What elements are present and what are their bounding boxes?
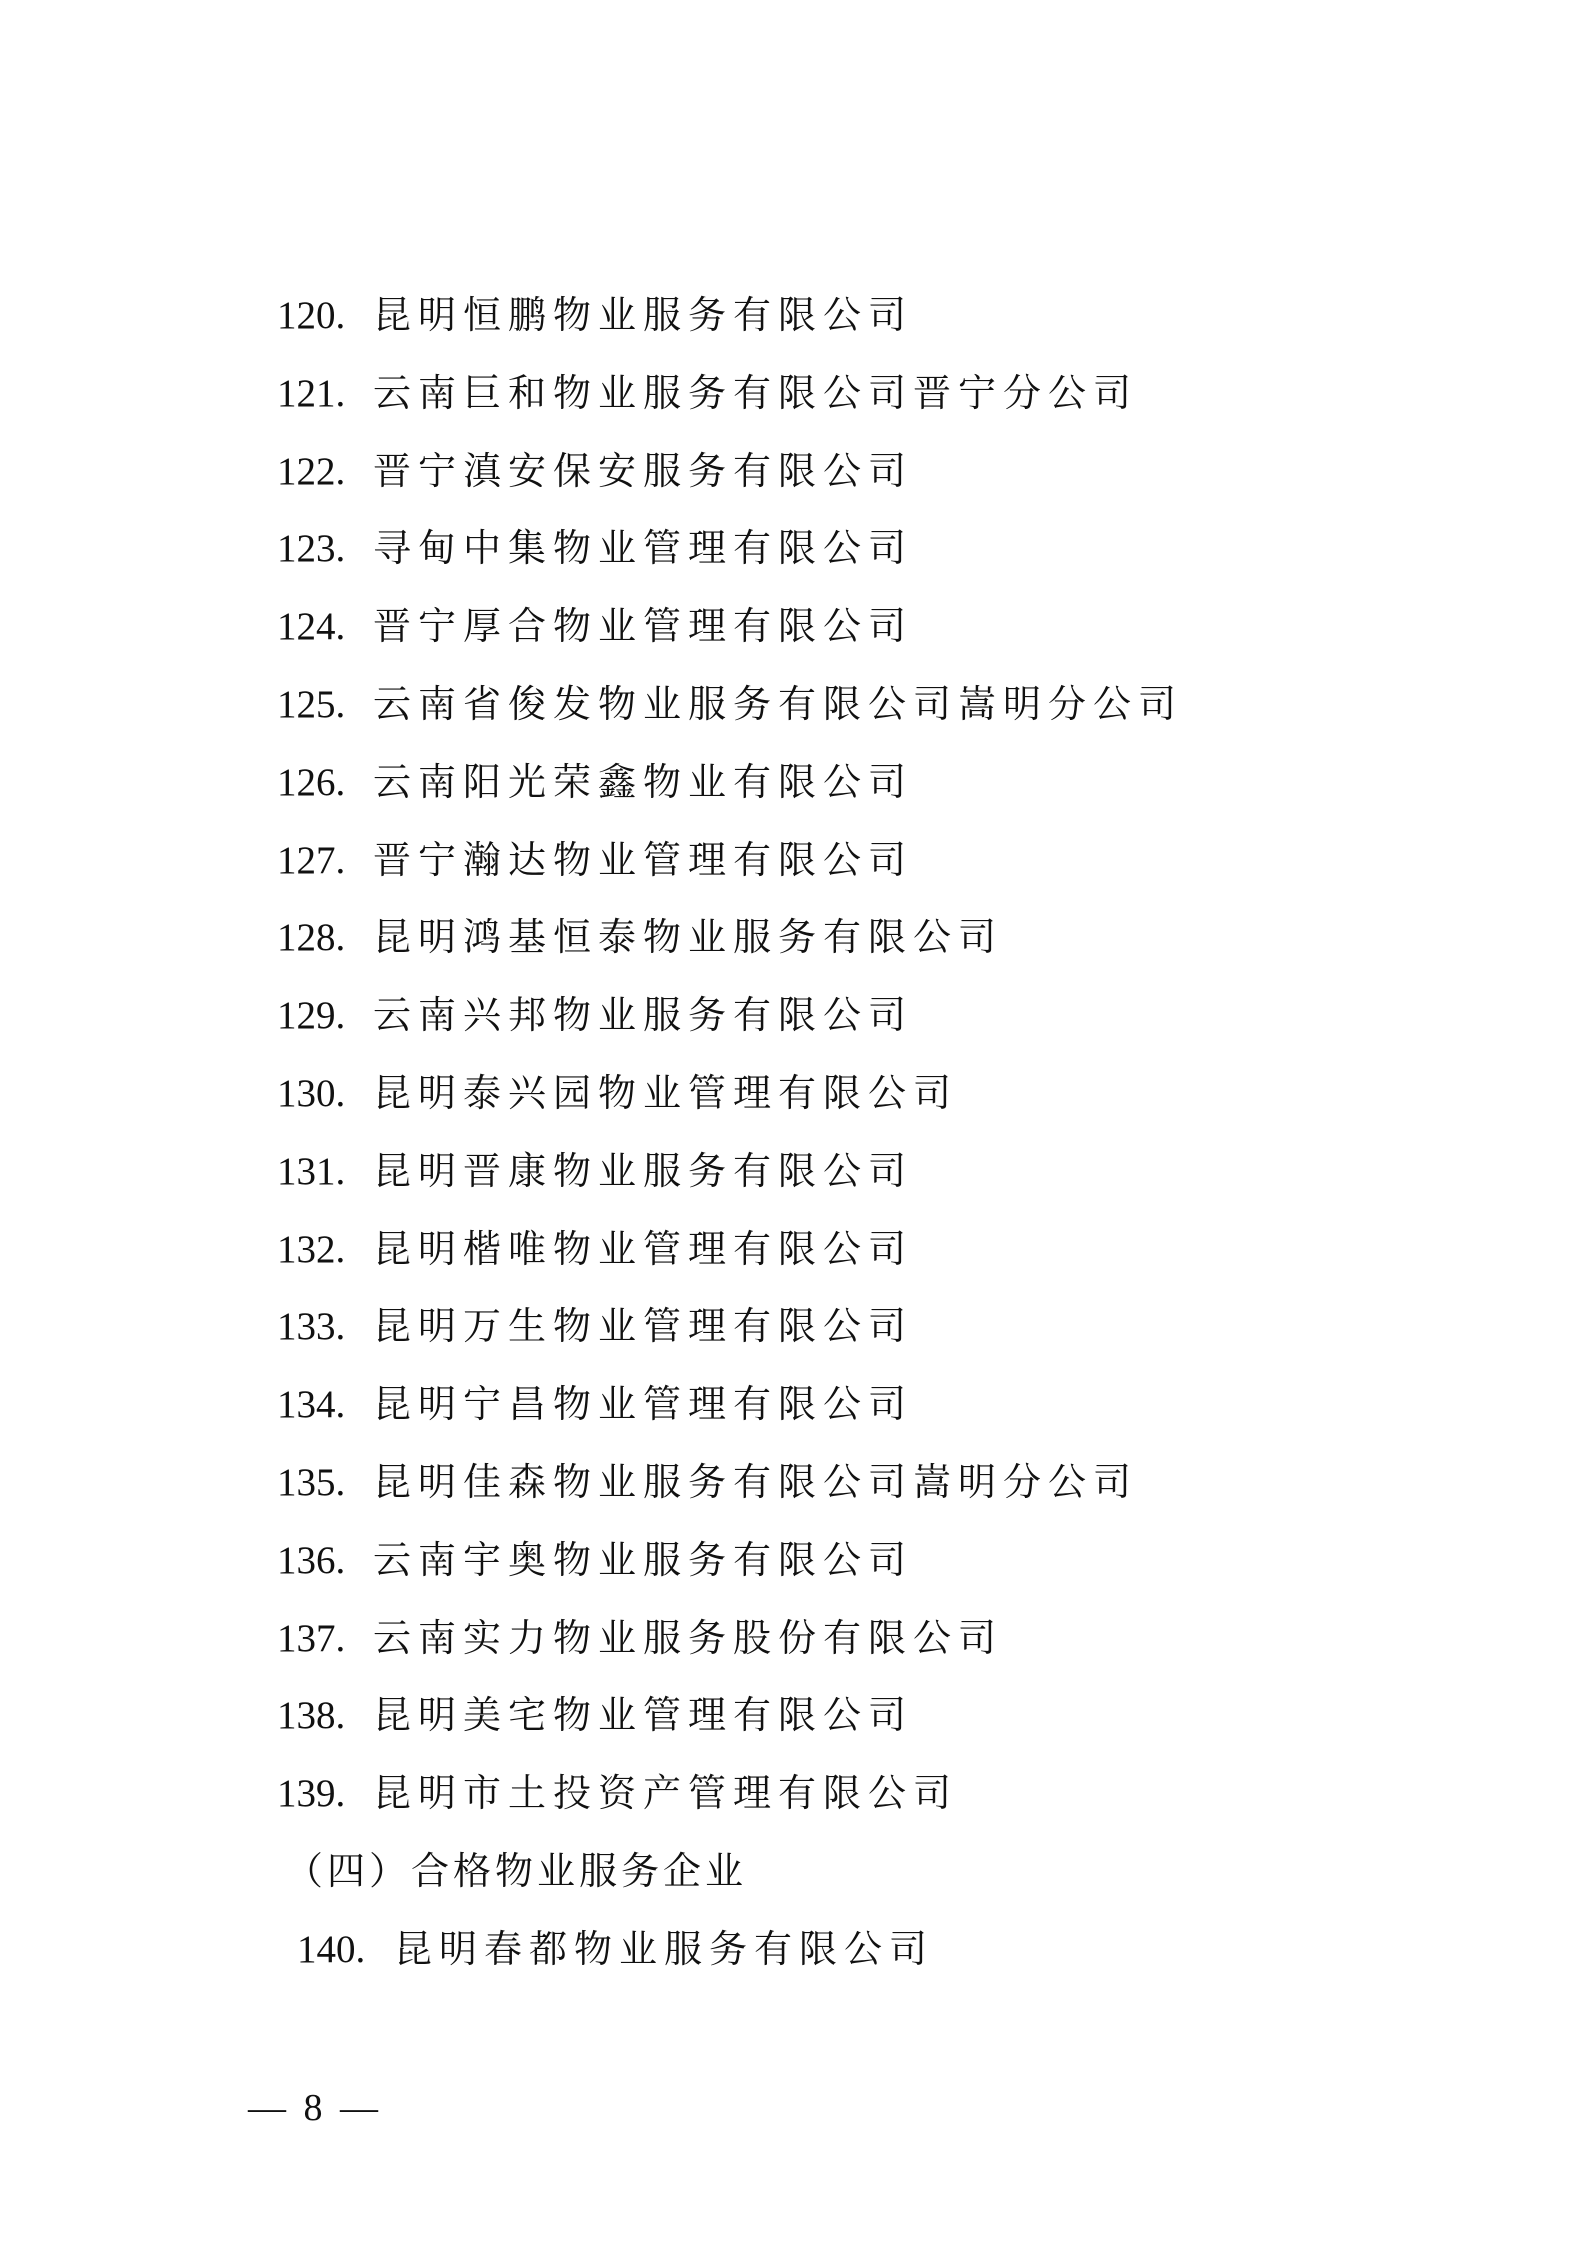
company-name: 昆明鸿基恒泰物业服务有限公司 (373, 915, 1004, 960)
item-number: 139. (277, 1772, 346, 1816)
item-number: 129. (277, 994, 346, 1038)
company-name: 昆明恒鹏物业服务有限公司 (373, 293, 914, 337)
company-name: 云南宇奥物业服务有限公司 (373, 1537, 914, 1582)
item-number: 137. (277, 1616, 346, 1660)
item-number: 127. (277, 838, 346, 882)
list-item (277, 1148, 1477, 1226)
list-item (277, 525, 1477, 603)
item-number: 132. (277, 1227, 346, 1271)
page-number: — 8 — (248, 2087, 378, 2129)
section-heading: （四）合格物业服务企业 (285, 1848, 748, 1893)
list-item (277, 1692, 1477, 1770)
company-name: 昆明泰兴园物业管理有限公司 (373, 1070, 959, 1115)
company-name: 昆明春都物业服务有限公司 (394, 1926, 935, 1971)
item-number: 138. (277, 1694, 346, 1738)
list-item (277, 1459, 1477, 1537)
list-item (277, 1770, 1477, 1848)
list-item (277, 1537, 1477, 1615)
company-name: 昆明晋康物业服务有限公司 (373, 1148, 914, 1193)
list-item (277, 914, 1477, 992)
company-name: 云南阳光荣鑫物业有限公司 (373, 759, 914, 804)
list-item (277, 1926, 1477, 2004)
item-number: 123. (277, 527, 346, 571)
item-number: 120. (277, 294, 346, 337)
list-item (277, 1381, 1477, 1459)
item-number: 126. (277, 760, 346, 804)
company-name: 晋宁厚合物业管理有限公司 (373, 604, 914, 649)
list-item (277, 837, 1477, 915)
list-item (277, 603, 1477, 681)
company-name: 晋宁瀚达物业管理有限公司 (373, 837, 914, 882)
company-name: 昆明佳森物业服务有限公司嵩明分公司 (373, 1459, 1139, 1504)
item-number: 130. (277, 1071, 346, 1115)
item-number: 134. (277, 1383, 346, 1427)
company-name: 云南实力物业服务股份有限公司 (373, 1615, 1004, 1660)
company-list (277, 292, 1477, 2004)
list-item (277, 1070, 1477, 1148)
company-name: 云南省俊发物业服务有限公司嵩明分公司 (373, 681, 1184, 726)
item-number: 121. (277, 371, 346, 415)
list-item (277, 370, 1477, 448)
company-name: 昆明万生物业管理有限公司 (373, 1304, 914, 1349)
list-item (277, 448, 1477, 526)
company-name: 昆明美宅物业管理有限公司 (373, 1693, 914, 1738)
list-item (277, 1226, 1477, 1304)
item-number: 125. (277, 682, 346, 726)
item-number: 122. (277, 449, 346, 493)
company-name: 寻甸中集物业管理有限公司 (373, 526, 914, 571)
list-item (277, 1615, 1477, 1693)
company-name: 晋宁滇安保安服务有限公司 (373, 448, 914, 493)
item-number: 133. (277, 1305, 346, 1349)
list-item (277, 992, 1477, 1070)
item-number: 136. (277, 1538, 346, 1582)
item-number: 131. (277, 1149, 346, 1193)
company-name: 云南兴邦物业服务有限公司 (373, 993, 914, 1038)
item-number: 135. (277, 1460, 346, 1504)
list-item (277, 292, 1477, 370)
item-number: 140. (297, 1927, 366, 1971)
company-name: 昆明市土投资产管理有限公司 (373, 1771, 959, 1816)
list-item (277, 759, 1477, 837)
item-number: 124. (277, 605, 346, 649)
list-item (277, 681, 1477, 759)
company-name: 云南巨和物业服务有限公司晋宁分公司 (373, 370, 1139, 415)
item-number: 128. (277, 916, 346, 960)
company-name: 昆明楷唯物业管理有限公司 (373, 1226, 914, 1271)
list-item (277, 1303, 1477, 1381)
company-name: 昆明宁昌物业管理有限公司 (373, 1382, 914, 1427)
